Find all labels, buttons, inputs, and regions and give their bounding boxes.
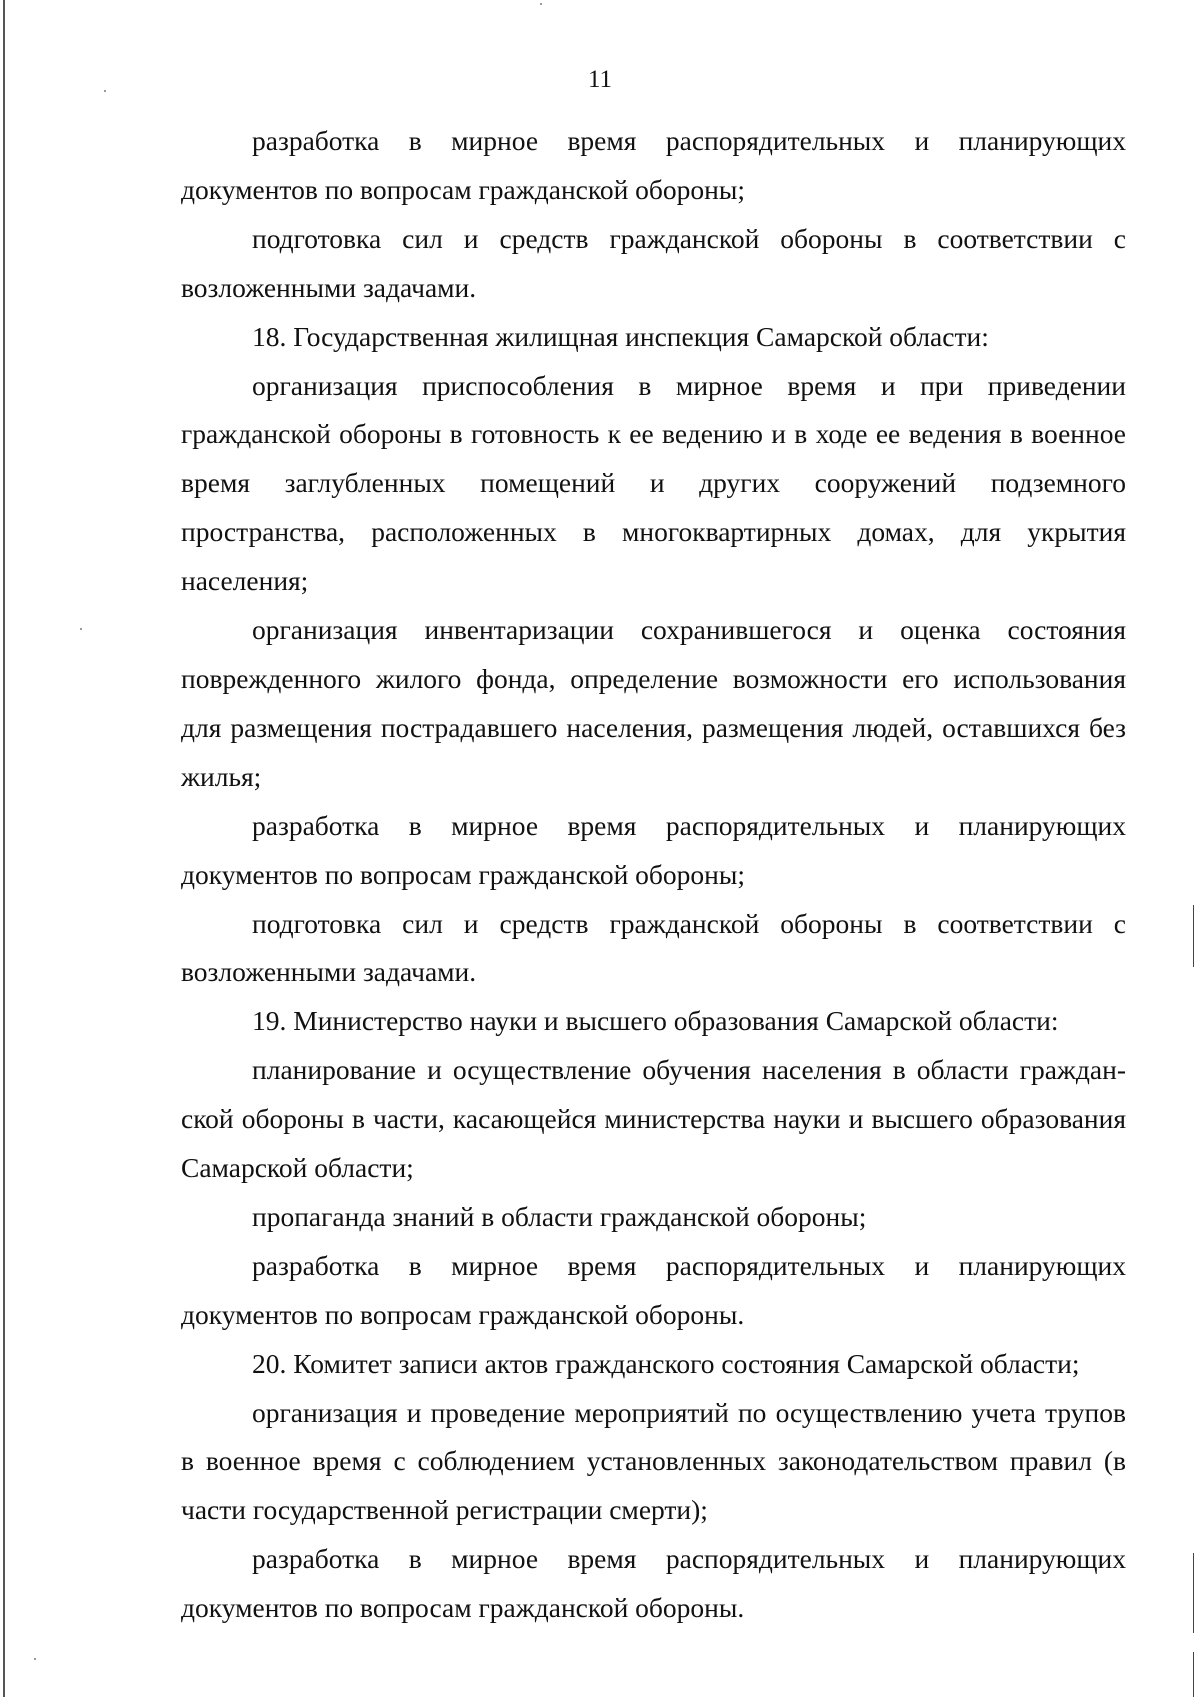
document-body xyxy=(181,117,1126,1633)
paragraph: планирование и осуществление обучения населения в области гражданской обороны в части, касающейся министерства науки и высшего образования Самарской области; xyxy=(181,1054,1126,1184)
scan-speck xyxy=(540,3,542,5)
paragraph: организация инвентаризации сохранившегося и оценка состояния поврежденного жилого фонда, определение возможности его использования для размещения пострадавшего населения, размещения людей, оставшихся без жилья; xyxy=(181,614,1126,792)
scan-left-edge xyxy=(3,0,5,1697)
paragraph: организация и проведение мероприятий по осуществлению учета трупов в военное время с соблюдением установленных законодательством правил (в части государственной регистрации смерти); xyxy=(181,1396,1126,1526)
paragraph: подготовка сил и средств гражданской обороны в соответствии с возложенными задачами. xyxy=(181,222,1126,303)
section-heading: 19. Министерство науки и высшего образования Самарской области: xyxy=(252,1005,1059,1037)
paragraph: разработка в мирное время распорядительных и планирующих документов по вопросам гражданской обороны; xyxy=(181,125,1126,205)
page-number: 11 xyxy=(587,66,613,93)
scan-speck xyxy=(34,1658,36,1660)
paragraph: разработка в мирное время распорядительных и планирующих документов по вопросам гражданской обороны; xyxy=(181,809,1126,890)
scan-right-mark xyxy=(1193,905,1194,967)
section-heading: 20. Комитет записи актов гражданского состояния Самарской области; xyxy=(252,1347,1080,1379)
scan-right-mark xyxy=(1193,1652,1194,1697)
paragraph: подготовка сил и средств гражданской обороны в соответствии с возложенными задачами. xyxy=(181,907,1126,988)
scan-right-mark xyxy=(1193,1553,1194,1633)
paragraph: организация приспособления в мирное время и при приведении гражданской обороны в готовность к ее ведению и в ходе ее ведения в военное время заглубленных помещений и других сооружений подземного пространства, расположенных в многоквартирных домах, для укрытия населения; xyxy=(181,369,1126,597)
paragraph: разработка в мирное время распорядительных и планирующих документов по вопросам гражданской обороны. xyxy=(181,1543,1126,1624)
section-heading: 18. Государственная жилищная инспекция Самарской области: xyxy=(252,320,989,352)
paragraph: разработка в мирное время распорядительных и планирующих документов по вопросам гражданской обороны. xyxy=(181,1249,1126,1330)
scan-speck xyxy=(80,628,82,630)
paragraph: пропаганда знаний в области гражданской обороны; xyxy=(252,1200,867,1232)
